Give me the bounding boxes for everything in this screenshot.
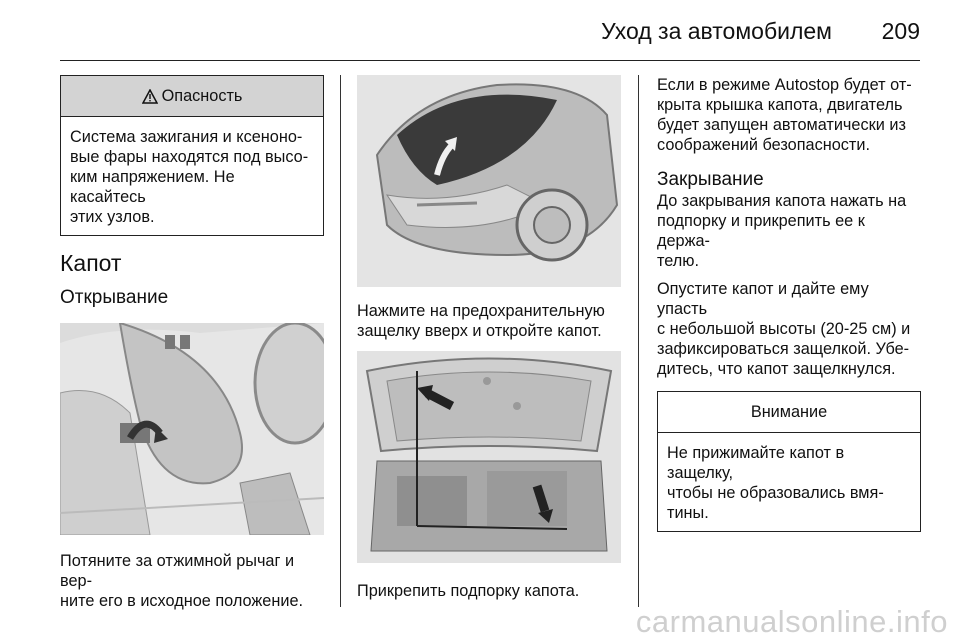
text-line: с небольшой высоты (20-25 см) и xyxy=(657,320,911,338)
column-divider xyxy=(638,75,639,607)
text-line: Нажмите на предохранительную xyxy=(357,302,605,320)
warning-triangle-icon xyxy=(142,89,158,104)
text-line: зафиксироваться защелкой. Убе- xyxy=(657,340,910,358)
figure-caption xyxy=(60,551,324,611)
danger-box-text xyxy=(61,117,323,235)
figure-hood-prop-rod xyxy=(357,351,621,563)
paragraph xyxy=(657,191,921,271)
caution-box xyxy=(657,391,921,532)
figure-hood-latch xyxy=(357,75,621,287)
figure-caption: Прикрепить подпорку капота. xyxy=(357,582,580,600)
text-line: дитесь, что капот защелкнулся. xyxy=(657,360,896,378)
watermark: carmanualsonline.info xyxy=(635,604,948,639)
figure-caption xyxy=(357,301,621,341)
danger-box-title: Опасность xyxy=(161,86,243,105)
caution-box-header xyxy=(658,392,920,433)
text-line: Потяните за отжимной рычаг и вер- xyxy=(60,552,295,590)
text-line: соображений безопасности. xyxy=(657,136,870,154)
text-line: вые фары находятся под высо- xyxy=(70,148,309,166)
text-line: чтобы не образовались вмя- xyxy=(667,484,884,502)
chapter-title: Уход за автомобилем xyxy=(601,18,832,44)
danger-box xyxy=(60,75,324,236)
section-heading: Капот xyxy=(60,250,122,276)
caution-box-text xyxy=(658,433,920,531)
page-header xyxy=(60,0,920,61)
caution-box-title: Внимание xyxy=(750,402,828,421)
text-line: ким напряжением. Не касайтесь xyxy=(70,168,235,206)
column-left xyxy=(60,75,324,619)
text-line: телю. xyxy=(657,252,700,270)
paragraph xyxy=(657,279,921,379)
text-line: До закрывания капота нажать на xyxy=(657,192,907,210)
text-line: подпорку и прикрепить ее к держа- xyxy=(657,212,865,250)
text-line: Если в режиме Autostop будет от- xyxy=(657,76,912,94)
subsection-heading: Открывание xyxy=(60,287,169,308)
text-line: этих узлов. xyxy=(70,208,155,226)
column-middle xyxy=(357,75,621,609)
text-line: будет запущен автоматически из xyxy=(657,116,906,134)
subsection-heading: Закрывание xyxy=(657,169,764,190)
text-line: крыта крышка капота, двигатель xyxy=(657,96,903,114)
figure-hood-release-lever xyxy=(60,323,324,535)
column-right xyxy=(657,75,921,532)
text-line: защелку вверх и откройте капот. xyxy=(357,322,602,340)
text-line: тины. xyxy=(667,504,709,522)
text-line: Опустите капот и дайте ему упасть xyxy=(657,280,869,318)
page-number: 209 xyxy=(881,18,920,44)
text-line: ните его в исходное положение. xyxy=(60,592,304,610)
intro-paragraph xyxy=(657,75,921,155)
text-line: Система зажигания и ксеноно- xyxy=(70,128,303,146)
column-divider xyxy=(340,75,341,607)
danger-box-header xyxy=(61,76,323,117)
text-line: Не прижимайте капот в защелку, xyxy=(667,444,845,482)
